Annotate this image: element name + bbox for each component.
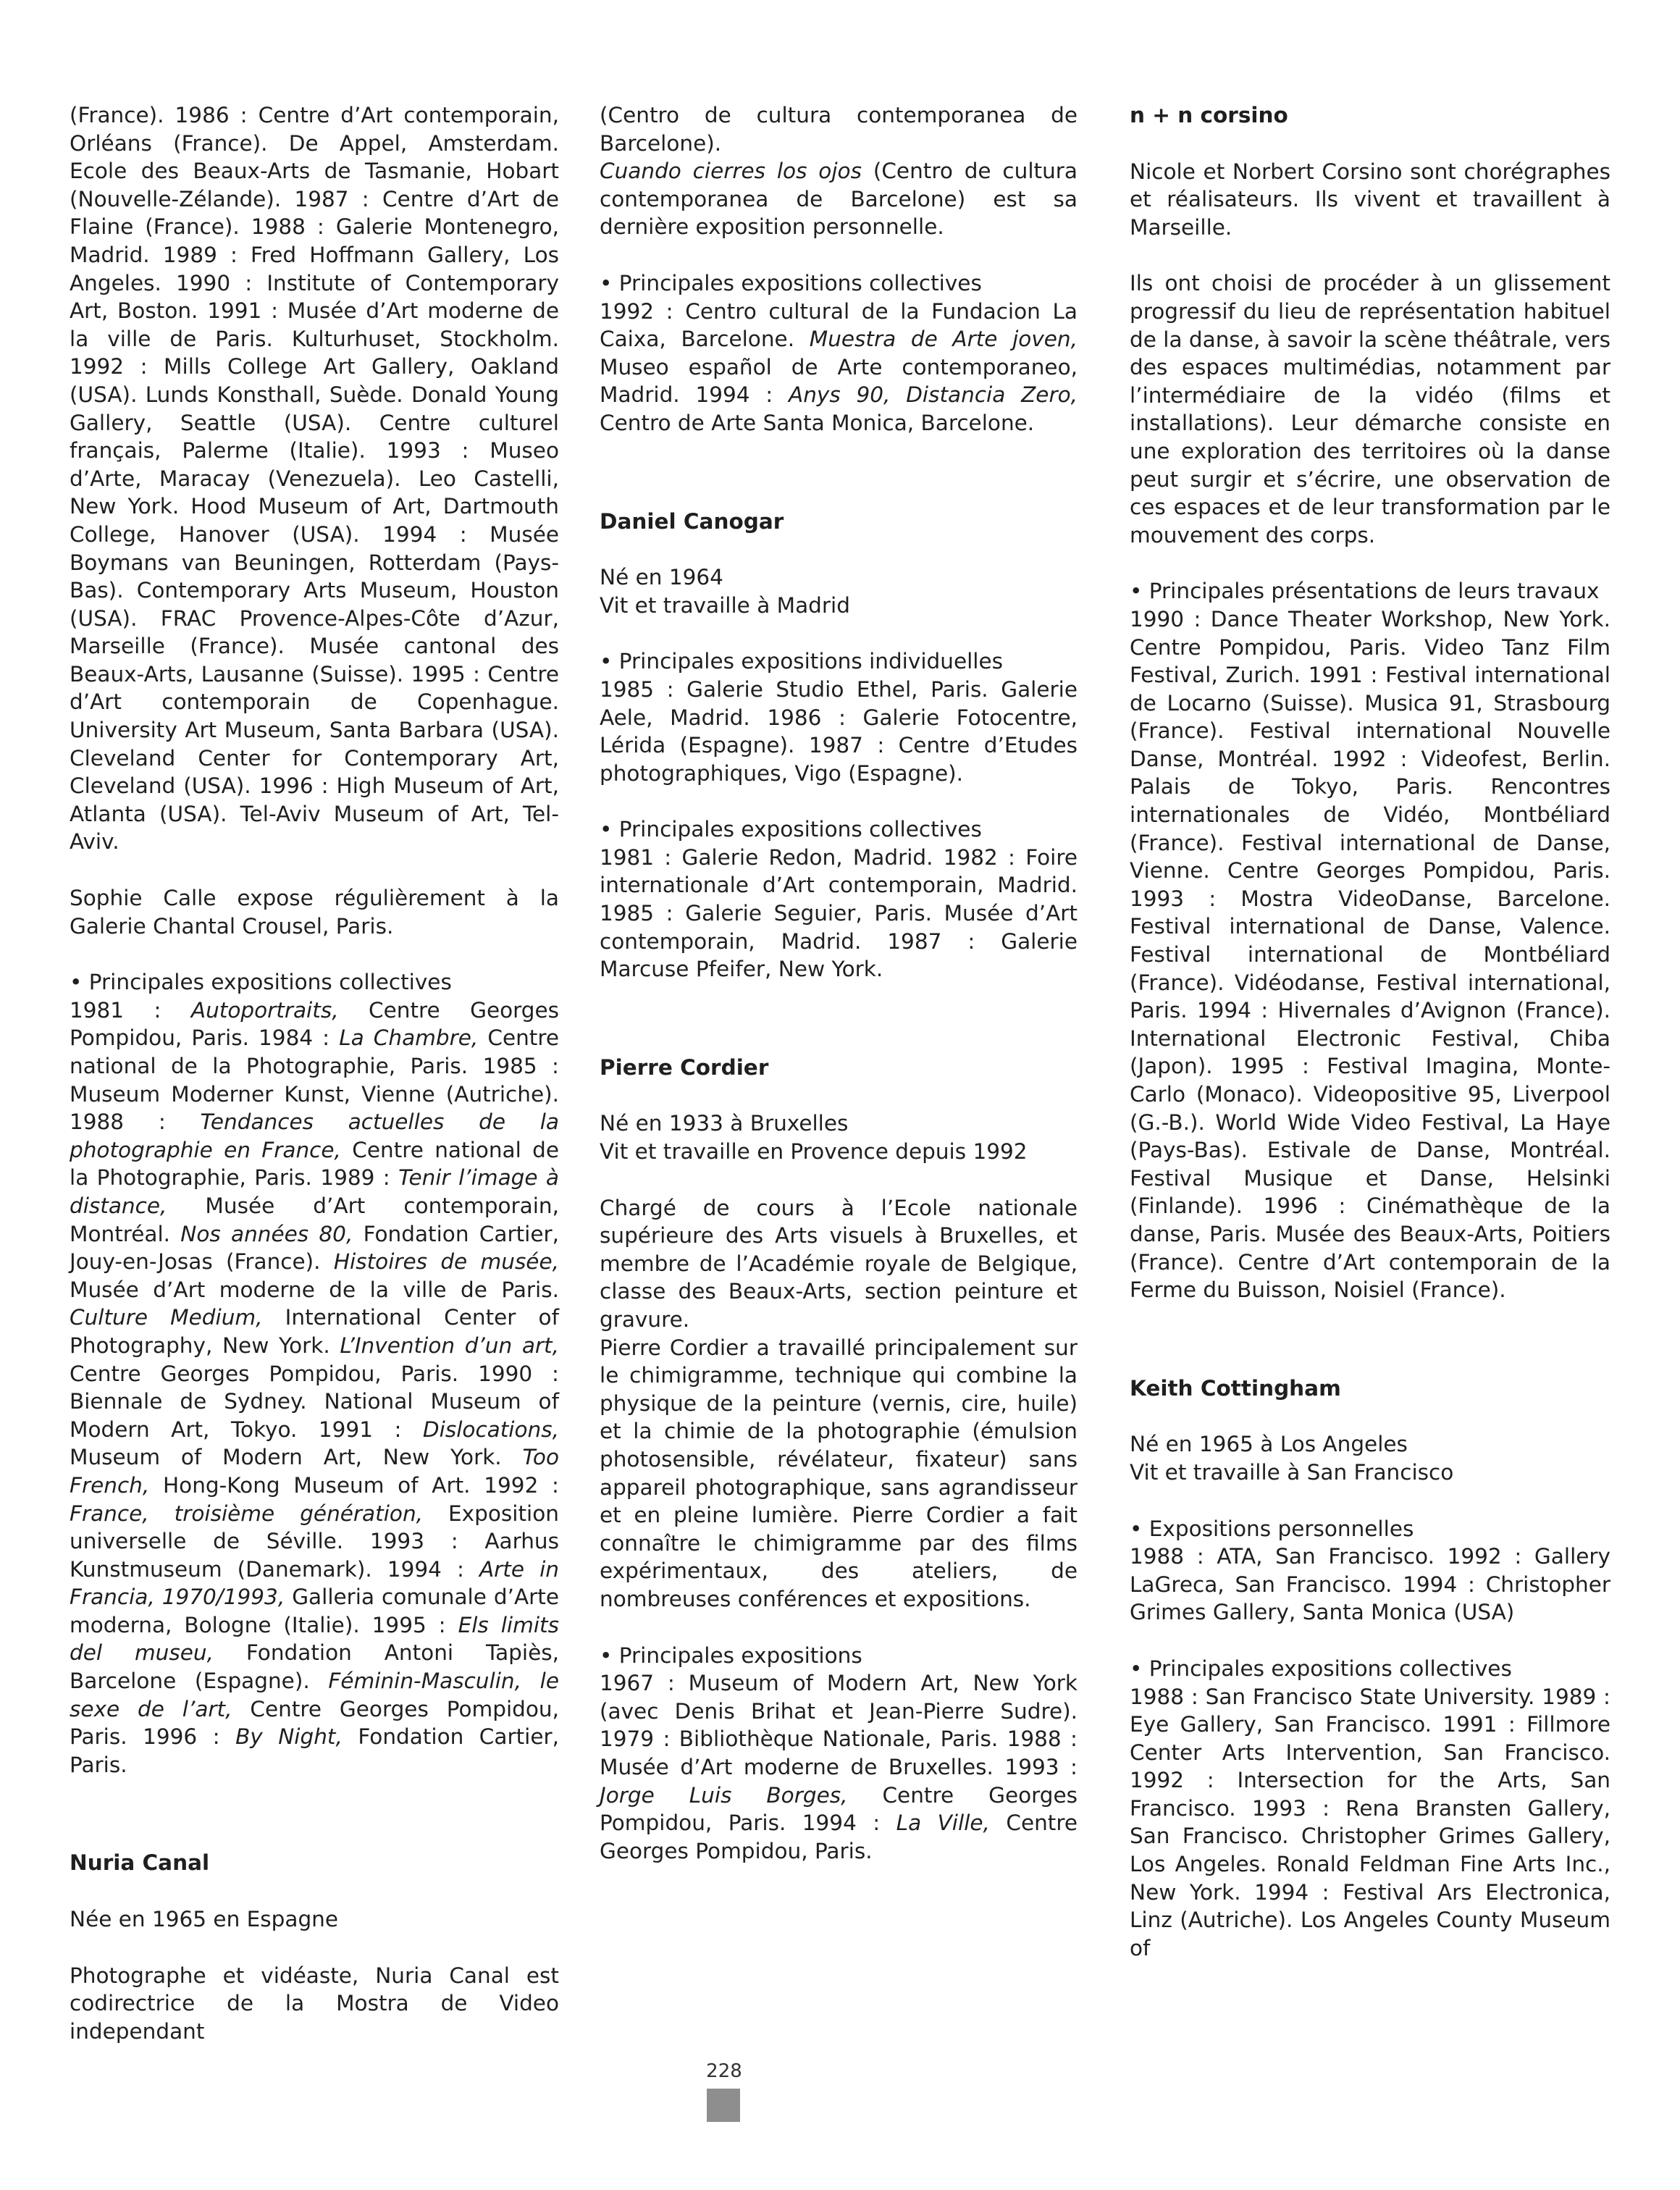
canal-bio-continued: (Centro de cultura contemporanea de Barcelone). bbox=[600, 103, 1078, 156]
canal-collective-list: 1992 : Centro cultural de la Fundacion La Caixa, Barcelone. Muestra de Arte joven, Museo español de Arte contemporaneo, Madrid. 1994 : Anys 90, Distancia Zero, Centro de Arte Santa Monica, Barcelone. bbox=[600, 298, 1078, 435]
canal-collective-heading: • Principales expositions collectives bbox=[600, 270, 982, 295]
corsino-bio: Ils ont choisi de procéder à un glissement progressif du lieu de représentation habituel de la danse, à savoir la scène théâtrale, vers des espaces multimédias, notamment par l’intermédiaire de la vidéo (films et installations). Leur démarche consiste en une exploration des territoires où la danse peut surgir et s’écrire, une observation de ces espaces et de leur transformation par le mouvement des corps. bbox=[1130, 271, 1610, 548]
section-gap bbox=[600, 1012, 1078, 1054]
canogar-lives: Vit et travaille à Madrid bbox=[600, 592, 850, 618]
artist-name-daniel-canogar: Daniel Canogar bbox=[600, 508, 784, 534]
page-number: 228 bbox=[706, 2060, 742, 2082]
canogar-individual-list: 1985 : Galerie Studio Ethel, Paris. Galerie Aele, Madrid. 1986 : Galerie Fotocentre, Lérida (Espagne). 1987 : Centre d’Etudes photographiques, Vigo (Espagne). bbox=[600, 676, 1078, 786]
cordier-lives: Vit et travaille en Provence depuis 1992 bbox=[600, 1139, 1028, 1165]
canal-bio: Photographe et vidéaste, Nuria Canal est codirectrice de la Mostra de Video independant bbox=[70, 1963, 559, 2044]
canogar-individual-heading: • Principales expositions individuelles bbox=[600, 649, 1004, 674]
corsino-presentations-list: 1990 : Dance Theater Workshop, New York. Centre Pompidou, Paris. Video Tanz Film Festival, Zurich. 1991 : Festival international de Locarno (Suisse). Musica 91, Strasbourg (France). Festival international Nouvelle Danse, Montréal. 1992 : Videofest, Berlin. Palais de Tokyo, Paris. Rencontres internationales de Vidéo, Montbéliard (France). Festival international de Danse, Vienne. Centre Georges Pompidou, Paris. 1993 : Mostra VideoDanse, Barcelone. Festival international de Danse, Valence. Festival international de Montbéliard (France). Vidéodanse, Festival international, Paris. 1994 : Hivernales d’Avignon (France). International Electronic Festival, Chiba (Japon). 1995 : Festival Imagina, Monte-Carlo (Monaco). Videopositive 95, Liverpool (G.-B.). World Wide Video Festival, La Haye (Pays-Bas). Estivale de Danse, Montréal. Festival Musique et Danse, Helsinki (Finlande). 1996 : Cinémathèque de la danse, Paris. Musée des Beaux-Arts, Poitiers (France). Centre d’Art contemporain de la Ferme du Buisson, Noisiel (France). bbox=[1130, 606, 1610, 1303]
canal-solo-exhibition: Cuando cierres los ojos (Centro de cultura contemporanea de Barcelone) est sa dernière exposition personnelle. bbox=[600, 159, 1078, 240]
calle-exhibitions-continued: (France). 1986 : Centre d’Art contemporain, Orléans (France). De Appel, Amsterdam. Ecole des Beaux-Arts de Tasmanie, Hobart (Nouvelle-Zélande). 1987 : Centre d’Art de Flaine (France). 1988 : Galerie Montenegro, Madrid. 1989 : Fred Hoffmann Gallery, Los Angeles. 1990 : Institute of Contemporary Art, Boston. 1991 : Musée d’Art moderne de la ville de Paris. Kulturhuset, Stockholm. 1992 : Mills College Art Gallery, Oakland (USA). Lunds Konsthall, Suède. Donald Young Gallery, Seattle (USA). Centre culturel français, Palerme (Italie). 1993 : Museo d’Arte, Maracay (Venezuela). Leo Castelli, New York. Hood Museum of Art, Dartmouth College, Hanover (USA). 1994 : Musée Boymans van Beuningen, Rotterdam (Pays-Bas). Contemporary Arts Museum, Houston (USA). FRAC Provence-Alpes-Côte d’Azur, Marseille (France). Musée cantonal des Beaux-Arts, Lausanne (Suisse). 1995 : Centre d’Art contemporain de Copenhague. University Art Museum, Santa Barbara (USA). Cleveland Center for Contemporary Art, Cleveland (USA). 1996 : High Museum of Art, Atlanta (USA). Tel-Aviv Museum of Art, Tel-Aviv. bbox=[70, 103, 559, 855]
column-3 bbox=[1130, 101, 1610, 1962]
cordier-bio-1: Chargé de cours à l’Ecole nationale supérieure des Arts visuels à Bruxelles, et membre de l’Académie royale de Belgique, classe des Beaux-Arts, section peinture et gravure. bbox=[600, 1195, 1078, 1332]
cottingham-lives: Vit et travaille à San Francisco bbox=[1130, 1459, 1454, 1485]
page-number-marker bbox=[707, 2089, 740, 2122]
calle-gallery-note: Sophie Calle expose régulièrement à la Galerie Chantal Crousel, Paris. bbox=[70, 886, 559, 939]
calle-collective-list: 1981 : Autoportraits, Centre Georges Pompidou, Paris. 1984 : La Chambre, Centre national de la Photographie, Paris. 1985 : Museum Moderner Kunst, Vienne (Autriche). 1988 : Tendances actuelles de la photographie en France, Centre national de la Photographie, Paris. 1989 : Tenir l’image à distance, Musée d’Art contemporain, Montréal. Nos années 80, Fondation Cartier, Jouy-en-Josas (France). Histoires de musée, Musée d’Art moderne de la ville de Paris. Culture Medium, International Center of Photography, New York. L’Invention d’un art, Centre Georges Pompidou, Paris. 1990 : Biennale de Sydney. National Museum of Modern Art, Tokyo. 1991 : Dislocations, Museum of Modern Art, New York. Too French, Hong-Kong Museum of Art. 1992 : France, troisième génération, Exposition universelle de Séville. 1993 : Aarhus Kunstmuseum (Danemark). 1994 : Arte in Francia, 1970/1993, Galleria comunale d’Arte moderna, Bologne (Italie). 1995 : Els limits del museu, Fondation Antoni Tapiès, Barcelone (Espagne). Féminin-Masculin, le sexe de l’art, Centre Georges Pompidou, Paris. 1996 : By Night, Fondation Cartier, Paris. bbox=[70, 997, 560, 1777]
artist-name-corsino: n + n corsino bbox=[1130, 103, 1288, 127]
artist-name-nuria-canal: Nuria Canal bbox=[70, 1850, 210, 1876]
canal-birth: Née en 1965 en Espagne bbox=[70, 1907, 339, 1932]
cordier-bio-2: Pierre Cordier a travaillé principalement sur le chimigramme, technique qui combine la physique de la peinture (vernis, cire, huile) et la chimie de la photographie (émulsion photosensible, révélateur, fixateur) sans appareil photographique, sans agrandisseur et en pleine lumière. Pierre Cordier a fait connaître le chimigramme par des films expérimentaux, des ateliers, de nombreuses conférences et expositions. bbox=[600, 1335, 1078, 1611]
cottingham-collective-heading: • Principales expositions collectives bbox=[1130, 1656, 1512, 1681]
column-2 bbox=[600, 101, 1078, 1893]
column-1 bbox=[70, 101, 559, 2045]
cottingham-solo-list: 1988 : ATA, San Francisco. 1992 : Gallery LaGreca, San Francisco. 1994 : Christopher Grimes Gallery, Santa Monica (USA) bbox=[1130, 1544, 1610, 1625]
calle-collective-heading: • Principales expositions collectives bbox=[70, 970, 452, 995]
cottingham-birth: Né en 1965 à Los Angeles bbox=[1130, 1432, 1408, 1457]
artist-name-pierre-cordier: Pierre Cordier bbox=[600, 1054, 769, 1080]
corsino-intro: Nicole et Norbert Corsino sont chorégraphes et réalisateurs. Ils vivent et travaillent à Marseille. bbox=[1130, 159, 1610, 240]
canogar-collective-list: 1981 : Galerie Redon, Madrid. 1982 : Foire internationale d’Art contemporain, Madrid. 1985 : Galerie Seguier, Paris. Musée d’Art contemporain, Madrid. 1987 : Galerie Marcuse Pfeifer, New York. bbox=[600, 844, 1078, 982]
cottingham-solo-heading: • Expositions personnelles bbox=[1130, 1516, 1414, 1541]
canogar-birth: Né en 1964 bbox=[600, 565, 723, 590]
cordier-birth: Né en 1933 à Bruxelles bbox=[600, 1111, 849, 1136]
corsino-presentations-heading: • Principales présentations de leurs travaux bbox=[1130, 579, 1600, 604]
section-gap bbox=[600, 466, 1078, 508]
artist-name-keith-cottingham: Keith Cottingham bbox=[1130, 1375, 1341, 1401]
cordier-exhibitions-list: 1967 : Museum of Modern Art, New York (avec Denis Brihat et Jean-Pierre Sudre). 1979 : Bibliothèque Nationale, Paris. 1988 : Musée d’Art moderne de Bruxelles. 1993 : Jorge Luis Borges, Centre Georges Pompidou, Paris. 1994 : La Ville, Centre Georges Pompidou, Paris. bbox=[600, 1671, 1078, 1863]
section-gap bbox=[1130, 1333, 1610, 1375]
cottingham-collective-list: 1988 : San Francisco State University. 1989 : Eye Gallery, San Francisco. 1991 : Fillmore Center Arts Intervention, San Francisco. 1992 : Intersection for the Arts, San Francisco. 1993 : Rena Bransten Gallery, San Francisco. Christopher Grimes Gallery, Los Angeles. Ronald Feldman Fine Arts Inc., New York. 1994 : Festival Ars Electronica, Linz (Autriche). Los Angeles County Museum of bbox=[1130, 1684, 1610, 1960]
cordier-exhibitions-heading: • Principales expositions bbox=[600, 1642, 862, 1668]
canogar-collective-heading: • Principales expositions collectives bbox=[600, 817, 982, 842]
section-gap bbox=[70, 1807, 559, 1849]
